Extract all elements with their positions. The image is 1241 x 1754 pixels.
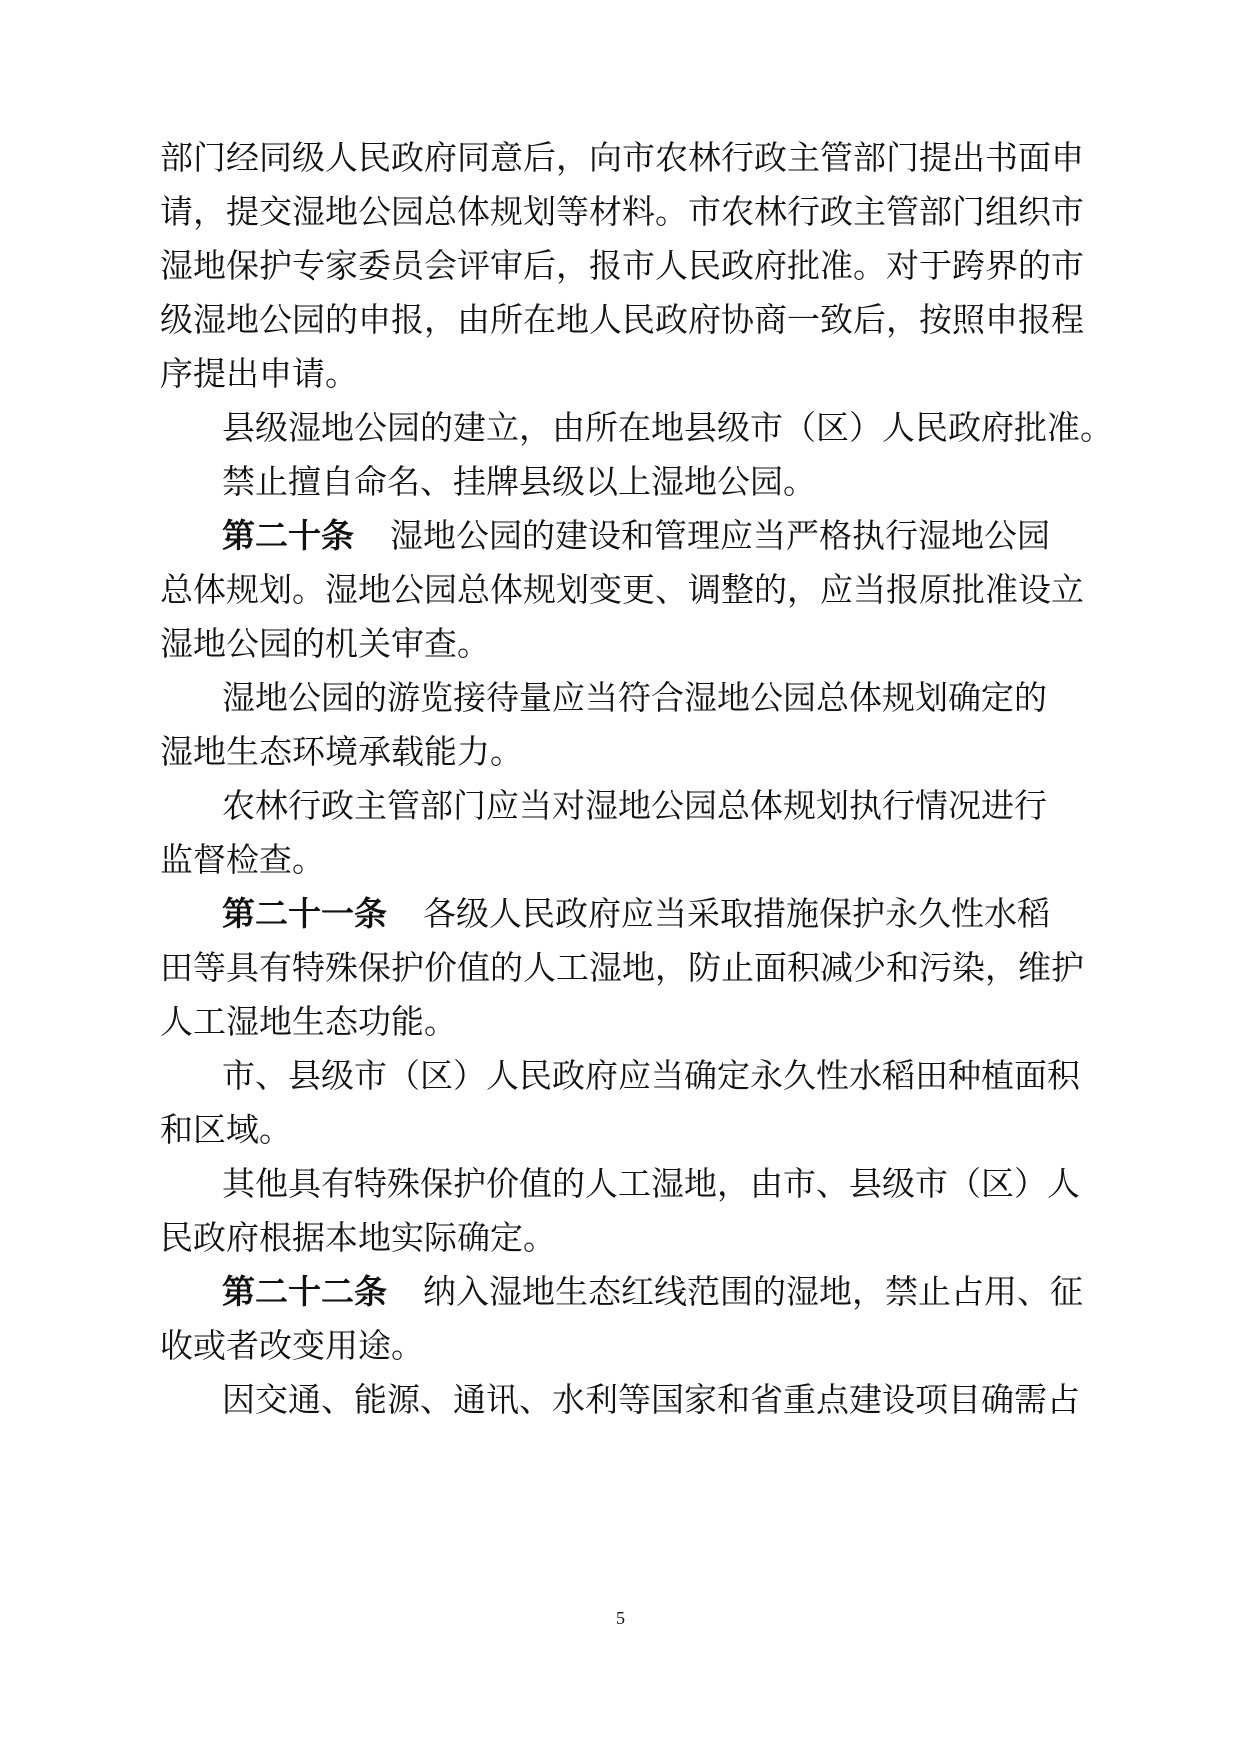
text-line: 和区域。 [160, 1110, 292, 1149]
article-21-heading-line [222, 883, 1050, 945]
text-line: 市、县级市（区）人民政府应当确定永久性水稻田种植面积 [222, 1056, 1080, 1095]
page-number: 5 [616, 1608, 625, 1628]
text-line: 人工湿地生态功能。 [160, 1002, 457, 1041]
text-line: 级湿地公园的申报，由所在地人民政府协商一致后，按照申报程 [160, 300, 1084, 339]
text-line: 农林行政主管部门应当对湿地公园总体规划执行情况进行 [222, 786, 1047, 825]
article-20-title: 第二十条 [222, 516, 354, 555]
text-line: 民政府根据本地实际确定。 [160, 1218, 556, 1257]
article-20-heading-line [222, 505, 1050, 567]
article-21-title: 第二十一条 [222, 894, 387, 933]
article-22-heading-line [222, 1261, 1083, 1323]
text-line: 湿地公园的游览接待量应当符合湿地公园总体规划确定的 [222, 678, 1047, 717]
text-line: 序提出申请。 [160, 354, 358, 393]
text-line: 县级湿地公园的建立，由所在地县级市（区）人民政府批准。 [222, 408, 1113, 447]
text-line: 监督检查。 [160, 840, 325, 879]
article-21-text: 各级人民政府应当采取措施保护永久性水稻 [423, 894, 1050, 933]
text-line: 总体规划。湿地公园总体规划变更、调整的，应当报原批准设立 [160, 570, 1084, 609]
text-line: 收或者改变用途。 [160, 1326, 424, 1365]
text-line: 因交通、能源、通讯、水利等国家和省重点建设项目确需占 [222, 1380, 1080, 1419]
text-line: 其他具有特殊保护价值的人工湿地，由市、县级市（区）人 [222, 1164, 1080, 1203]
text-line: 湿地保护专家委员会评审后，报市人民政府批准。对于跨界的市 [160, 246, 1084, 285]
text-line: 田等具有特殊保护价值的人工湿地，防止面积减少和污染，维护 [160, 948, 1084, 987]
text-line: 湿地生态环境承载能力。 [160, 732, 523, 771]
article-22-text: 纳入湿地生态红线范围的湿地，禁止占用、征 [423, 1272, 1083, 1311]
text-line: 请，提交湿地公园总体规划等材料。市农林行政主管部门组织市 [160, 192, 1084, 231]
text-line: 部门经同级人民政府同意后，向市农林行政主管部门提出书面申 [160, 138, 1084, 177]
article-22-title: 第二十二条 [222, 1272, 387, 1311]
text-line: 湿地公园的机关审查。 [160, 624, 490, 663]
article-20-text: 湿地公园的建设和管理应当严格执行湿地公园 [390, 516, 1050, 555]
text-line: 禁止擅自命名、挂牌县级以上湿地公园。 [222, 462, 816, 501]
